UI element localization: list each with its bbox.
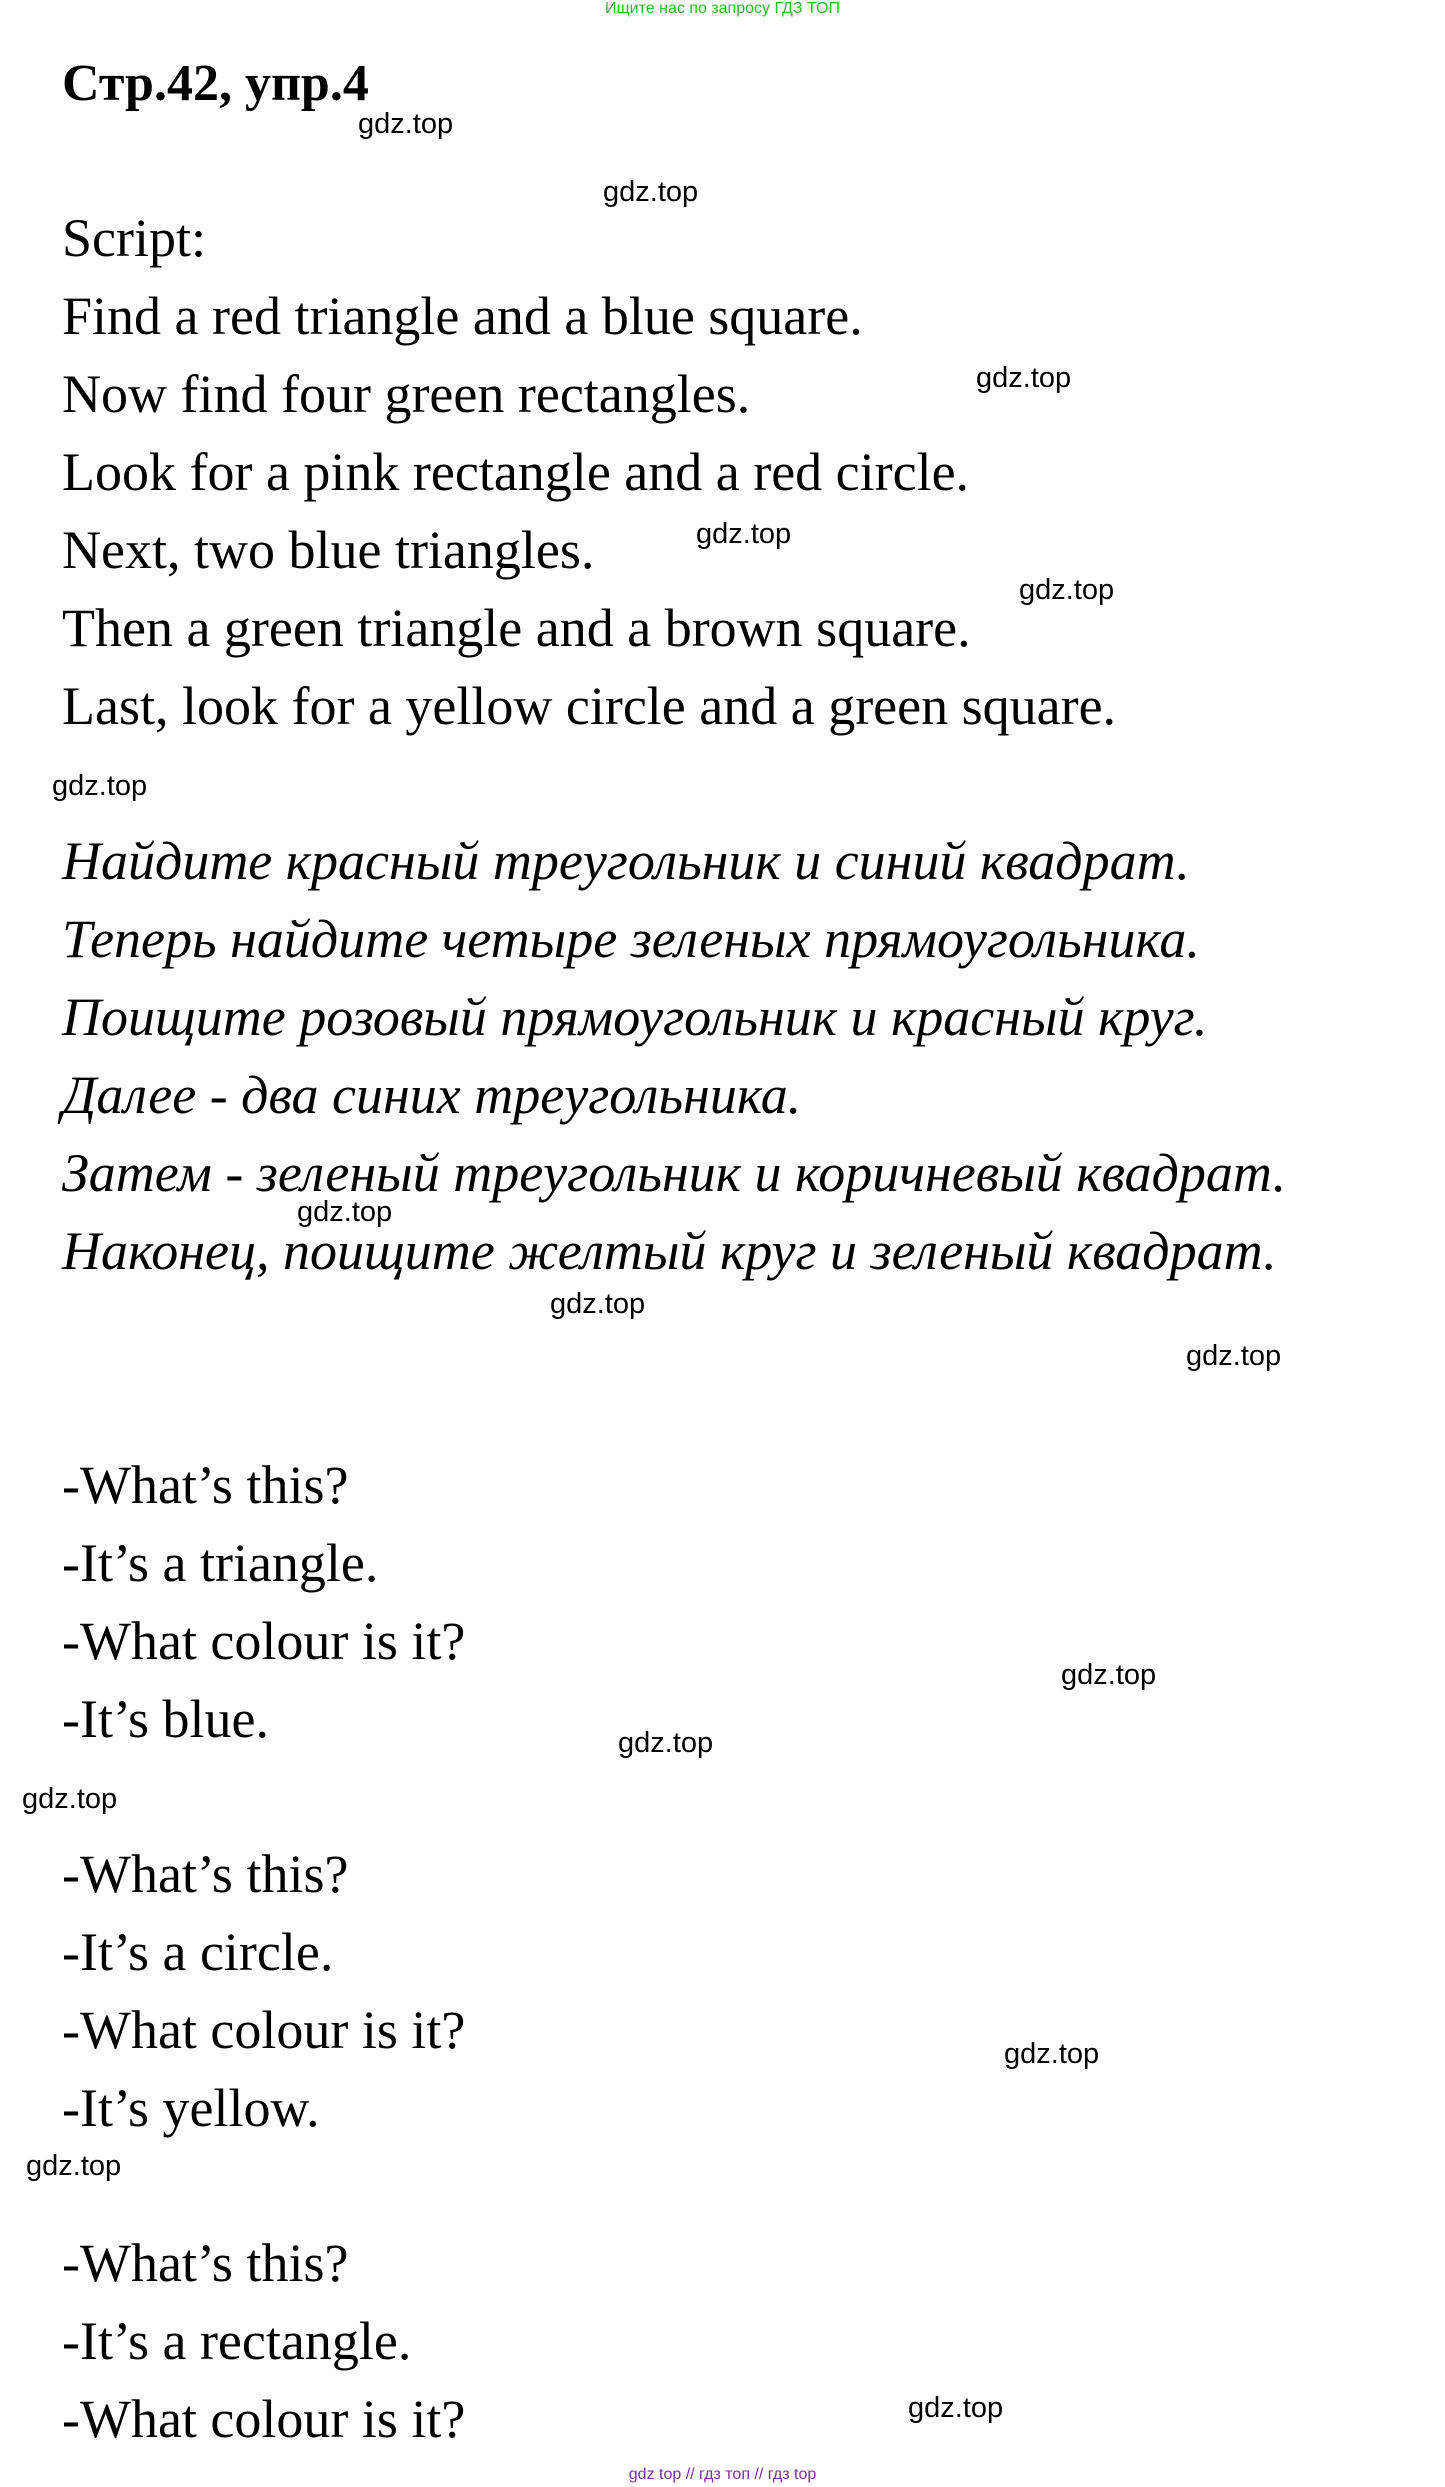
dialogue-answer: -It’s a rectangle. [62,2311,412,2371]
dialogue-answer: -It’s a triangle. [62,1533,379,1593]
russian-line: Наконец, поищите желтый круг и зеленый квадрат. [62,1221,1277,1281]
watermark: gdz.top [1019,574,1115,606]
dialogue-question: -What’s this? [62,2233,349,2293]
dialogue-question: -What colour is it? [62,2389,466,2449]
watermark: gdz.top [550,1288,646,1320]
watermark: gdz.top [22,1783,118,1815]
footer-links[interactable]: gdz top // гдз топ // гдз top [628,2466,817,2483]
watermark: gdz.top [603,176,699,208]
watermark: gdz.top [1186,1340,1282,1372]
dialogue-answer: -It’s a circle. [62,1922,334,1982]
russian-line: Теперь найдите четыре зеленых прямоугольника. [62,909,1200,969]
english-line: Now find four green rectangles. [62,364,751,424]
dialogue-question: -What colour is it? [62,2000,466,2060]
watermark: gdz.top [1004,2038,1100,2070]
dialogue-question: -What colour is it? [62,1611,466,1671]
watermark: gdz.top [618,1727,714,1759]
dialogue-question: -What’s this? [62,1844,349,1904]
dialogue-question: -What’s this? [62,1455,349,1515]
russian-line: Затем - зеленый треугольник и коричневый квадрат. [62,1143,1287,1203]
watermark: gdz.top [696,518,792,550]
watermark: gdz.top [297,1196,393,1228]
watermark: gdz.top [908,2392,1004,2424]
top-banner[interactable]: Ищите нас по запросу ГДЗ ТОП [605,0,840,17]
dialogue-answer: -It’s yellow. [62,2078,320,2138]
russian-line: Найдите красный треугольник и синий квадрат. [62,831,1190,891]
english-line: Then a green triangle and a brown square. [62,598,971,658]
page-title: Стр.42, упр.4 [62,55,369,112]
watermark: gdz.top [52,770,148,802]
watermark: gdz.top [26,2150,122,2182]
russian-line: Поищите розовый прямоугольник и красный круг. [62,987,1208,1047]
watermark: gdz.top [358,108,454,140]
script-label: Script: [62,208,206,268]
english-line: Last, look for a yellow circle and a green square. [62,676,1117,736]
russian-line: Далее - два синих треугольника. [62,1065,802,1125]
english-line: Next, two blue triangles. [62,520,595,580]
english-line: Look for a pink rectangle and a red circle. [62,442,970,502]
dialogue-answer: -It’s blue. [62,1689,269,1749]
watermark: gdz.top [976,362,1072,394]
english-line: Find a red triangle and a blue square. [62,286,863,346]
watermark: gdz.top [1061,1659,1157,1691]
